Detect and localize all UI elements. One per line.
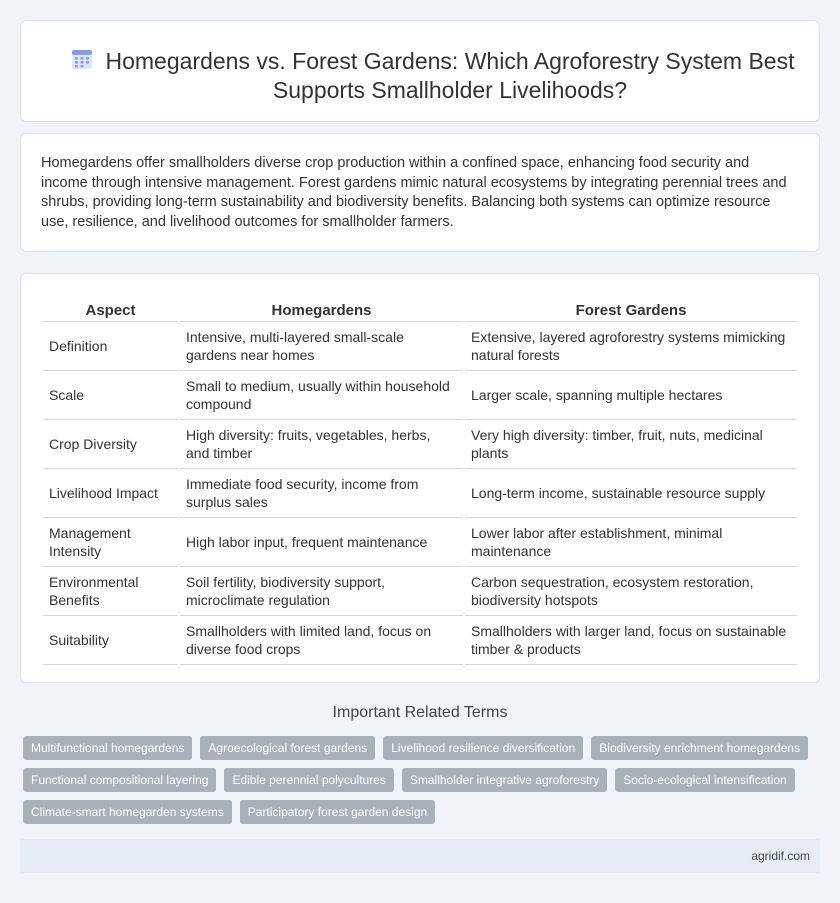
- calendar-grid-icon: [71, 48, 93, 70]
- forest-gardens-cell: Carbon sequestration, ecosystem restoration, biodiversity hotspots: [465, 567, 797, 616]
- header-aspect: Aspect: [43, 294, 178, 322]
- table-row: [43, 469, 797, 518]
- related-terms-title: Important Related Terms: [332, 704, 508, 721]
- page-title: Homegardens vs. Forest Gardens: Which Agroforestry System Best Supports Smallholder Livelihoods?: [105, 48, 795, 103]
- related-term-tag[interactable]: Socio-ecological intensification: [615, 768, 794, 792]
- table-row: [43, 322, 797, 371]
- table-row: [43, 420, 797, 469]
- forest-gardens-cell: Very high diversity: timber, fruit, nuts, medicinal plants: [465, 420, 797, 469]
- forest-gardens-cell: Long-term income, sustainable resource supply: [465, 469, 797, 518]
- aspect-cell: Suitability: [43, 616, 178, 665]
- related-term-tag[interactable]: Multifunctional homegardens: [23, 736, 192, 760]
- summary-text: Homegardens offer smallholders diverse crop production within a confined space, enhancing food security and income through intensive management. Forest gardens mimic natural ecosystems by integrating perennial trees and shrubs, providing long-term sustainability and biodiversity benefits. Balancing both systems can optimize resource use, resilience, and livelihood outcomes for smallholder farmers.: [41, 155, 787, 230]
- homegardens-cell: High diversity: fruits, vegetables, herbs, and timber: [180, 420, 463, 469]
- summary-card: [20, 133, 820, 252]
- forest-gardens-cell: Smallholders with larger land, focus on sustainable timber & products: [465, 616, 797, 665]
- table-row: [43, 616, 797, 665]
- related-term-tag[interactable]: Agroecological forest gardens: [200, 736, 375, 760]
- related-terms-tags: [23, 736, 823, 824]
- footer: [20, 839, 820, 873]
- aspect-cell: Scale: [43, 371, 178, 420]
- related-term-tag[interactable]: Participatory forest garden design: [240, 800, 435, 824]
- homegardens-cell: Smallholders with limited land, focus on diverse food crops: [180, 616, 463, 665]
- homegardens-cell: Small to medium, usually within household compound: [180, 371, 463, 420]
- comparison-table: [41, 294, 799, 665]
- aspect-cell: Environmental Benefits: [43, 567, 178, 616]
- header-forest-gardens: Forest Gardens: [465, 294, 797, 322]
- related-term-tag[interactable]: Edible perennial polycultures: [224, 768, 393, 792]
- related-term-tag[interactable]: Livelihood resilience diversification: [383, 736, 583, 760]
- aspect-cell: Management Intensity: [43, 518, 178, 567]
- footer-site-link[interactable]: agridif.com: [751, 849, 810, 863]
- forest-gardens-cell: Extensive, layered agroforestry systems mimicking natural forests: [465, 322, 797, 371]
- aspect-cell: Livelihood Impact: [43, 469, 178, 518]
- forest-gardens-cell: Lower labor after establishment, minimal maintenance: [465, 518, 797, 567]
- table-header-row: [43, 294, 797, 322]
- related-term-tag[interactable]: Functional compositional layering: [23, 768, 216, 792]
- title-card: [20, 20, 820, 122]
- homegardens-cell: High labor input, frequent maintenance: [180, 518, 463, 567]
- related-term-tag[interactable]: Biodiversity enrichment homegardens: [591, 736, 808, 760]
- comparison-table-card: [20, 273, 820, 683]
- homegardens-cell: Soil fertility, biodiversity support, microclimate regulation: [180, 567, 463, 616]
- homegardens-cell: Intensive, multi-layered small-scale gardens near homes: [180, 322, 463, 371]
- table-row: [43, 567, 797, 616]
- aspect-cell: Definition: [43, 322, 178, 371]
- table-row: [43, 371, 797, 420]
- related-term-tag[interactable]: Climate-smart homegarden systems: [23, 800, 232, 824]
- forest-gardens-cell: Larger scale, spanning multiple hectares: [465, 371, 797, 420]
- header-homegardens: Homegardens: [180, 294, 463, 322]
- related-term-tag[interactable]: Smallholder integrative agroforestry: [402, 768, 607, 792]
- table-row: [43, 518, 797, 567]
- aspect-cell: Crop Diversity: [43, 420, 178, 469]
- homegardens-cell: Immediate food security, income from surplus sales: [180, 469, 463, 518]
